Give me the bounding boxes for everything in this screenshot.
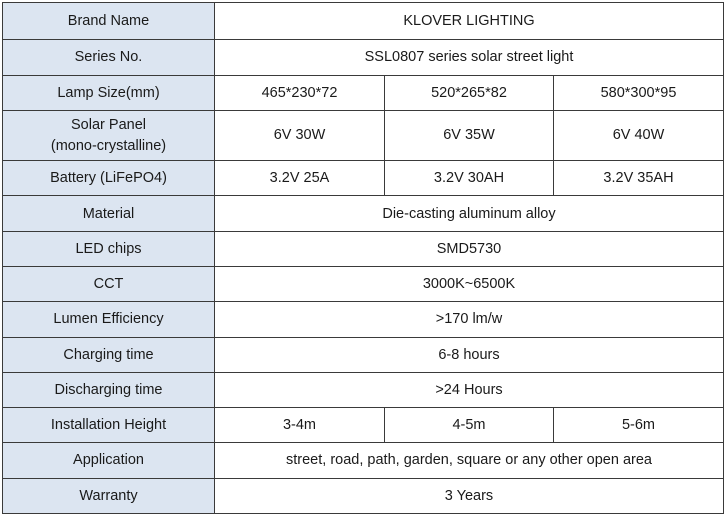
row-label-discharging-time: Discharging time	[3, 372, 215, 407]
table-row	[3, 196, 724, 231]
cell-cct: 3000K~6500K	[215, 267, 724, 302]
table-row	[3, 75, 724, 110]
row-label-charging-time: Charging time	[3, 337, 215, 372]
row-label-led-chips: LED chips	[3, 231, 215, 266]
cell-discharging-time: >24 Hours	[215, 372, 724, 407]
cell-lamp-size-1: 465*230*72	[215, 75, 385, 110]
row-label-series-no: Series No.	[3, 40, 215, 75]
table-row	[3, 110, 724, 160]
row-label-application: Application	[3, 443, 215, 478]
cell-battery-3: 3.2V 35AH	[554, 161, 724, 196]
cell-material: Die-casting aluminum alloy	[215, 196, 724, 231]
cell-solar-panel-2: 6V 35W	[385, 110, 554, 160]
cell-battery-1: 3.2V 25A	[215, 161, 385, 196]
cell-charging-time: 6-8 hours	[215, 337, 724, 372]
table-row	[3, 372, 724, 407]
table-row	[3, 478, 724, 513]
cell-installation-height-2: 4-5m	[385, 408, 554, 443]
cell-led-chips: SMD5730	[215, 231, 724, 266]
cell-warranty: 3 Years	[215, 478, 724, 513]
table-row	[3, 443, 724, 478]
cell-brand-name: KLOVER LIGHTING	[215, 3, 724, 40]
table-row	[3, 40, 724, 75]
cell-lamp-size-2: 520*265*82	[385, 75, 554, 110]
cell-installation-height-1: 3-4m	[215, 408, 385, 443]
spec-table	[2, 2, 724, 514]
table-row	[3, 231, 724, 266]
row-label-brand-name: Brand Name	[3, 3, 215, 40]
row-label-warranty: Warranty	[3, 478, 215, 513]
cell-lumen-efficiency: >170 lm/w	[215, 302, 724, 337]
solar-panel-label-line1: Solar Panel	[71, 116, 146, 133]
cell-series-no: SSL0807 series solar street light	[215, 40, 724, 75]
cell-battery-2: 3.2V 30AH	[385, 161, 554, 196]
cell-lamp-size-3: 580*300*95	[554, 75, 724, 110]
cell-installation-height-3: 5-6m	[554, 408, 724, 443]
solar-panel-label-line2: (mono-crystalline)	[50, 137, 167, 154]
table-row	[3, 3, 724, 40]
table-row	[3, 267, 724, 302]
row-label-cct: CCT	[3, 267, 215, 302]
row-label-solar-panel	[3, 110, 215, 160]
row-label-lamp-size: Lamp Size(mm)	[3, 75, 215, 110]
cell-solar-panel-1: 6V 30W	[215, 110, 385, 160]
table-row	[3, 408, 724, 443]
cell-solar-panel-3: 6V 40W	[554, 110, 724, 160]
table-row	[3, 161, 724, 196]
row-label-battery: Battery (LiFePO4)	[3, 161, 215, 196]
cell-application: street, road, path, garden, square or any other open area	[215, 443, 724, 478]
table-row	[3, 302, 724, 337]
row-label-lumen-efficiency: Lumen Efficiency	[3, 302, 215, 337]
row-label-material: Material	[3, 196, 215, 231]
table-row	[3, 337, 724, 372]
row-label-installation-height: Installation Height	[3, 408, 215, 443]
